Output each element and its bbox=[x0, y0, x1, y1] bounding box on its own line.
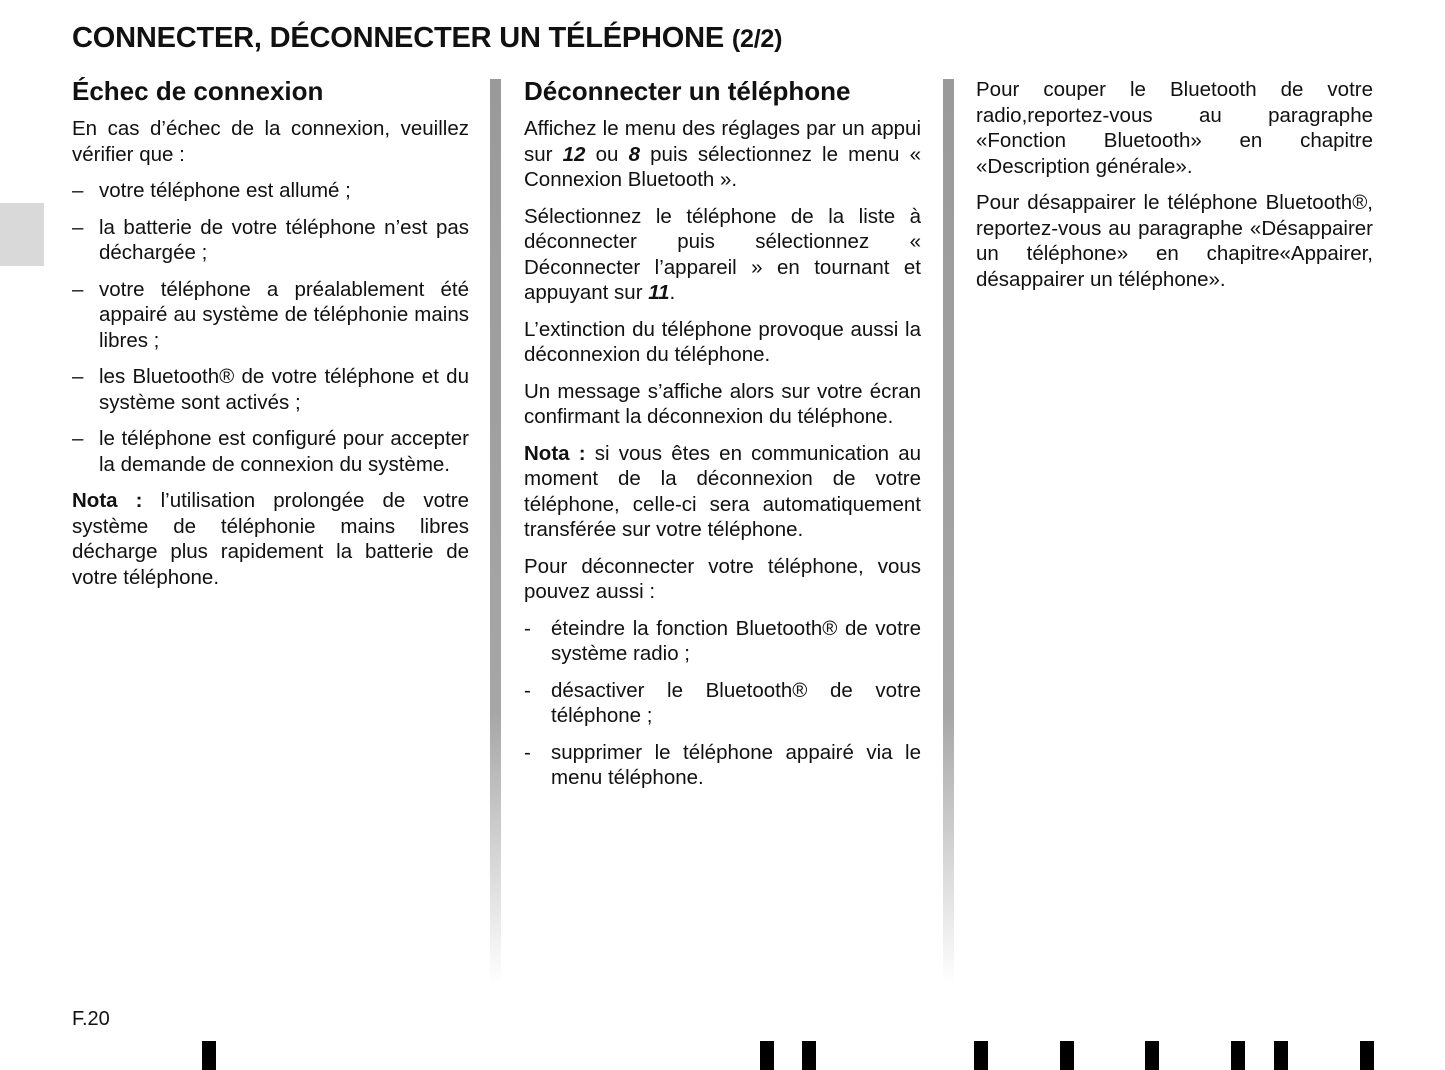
options-list bbox=[524, 616, 921, 791]
title-part-indicator: (2/2) bbox=[731, 25, 783, 53]
text-run: ou bbox=[585, 142, 629, 166]
list-item-text: supprimer le téléphone appairé via le menu téléphone. bbox=[551, 740, 921, 789]
list-item-text: le téléphone est configuré pour accepter la demande de connexion du système. bbox=[99, 427, 469, 476]
text-run: Sélectionnez le téléphone de la liste à déconnecter puis sélectionnez « Déconnecter l’appareil » en tournant et appuyant sur bbox=[524, 204, 921, 304]
crop-mark bbox=[802, 1041, 816, 1070]
paragraph-bluetooth-off: Pour couper le Bluetooth de votre radio,reportez-vous au paragraphe «Fonction Bluetooth» en chapitre «Description générale». bbox=[976, 78, 1373, 178]
crop-mark bbox=[1145, 1041, 1159, 1070]
check-list bbox=[72, 178, 469, 477]
paragraph-confirm-message: Un message s’affiche alors sur votre écran confirmant la déconnexion du téléphone. bbox=[524, 379, 921, 428]
list-item-text: désactiver le Bluetooth® de votre téléphone ; bbox=[551, 678, 921, 727]
dash-marker: – bbox=[72, 179, 84, 202]
list-item bbox=[72, 178, 469, 204]
crop-mark bbox=[1360, 1041, 1374, 1070]
paragraph-select-phone bbox=[524, 204, 921, 306]
list-item-text: votre téléphone est allumé ; bbox=[99, 179, 351, 202]
hyphen-marker: - bbox=[524, 678, 531, 702]
dash-marker: – bbox=[72, 215, 84, 239]
text-run: Affichez le menu des réglages par un appui sur bbox=[524, 117, 921, 166]
list-item-text: les Bluetooth® de votre téléphone et du système sont activés ; bbox=[99, 365, 469, 414]
list-item bbox=[524, 616, 921, 667]
crop-mark bbox=[202, 1041, 216, 1070]
page-title bbox=[72, 22, 782, 55]
list-item-text: éteindre la fonction Bluetooth® de votre système radio ; bbox=[551, 616, 921, 665]
crop-mark bbox=[760, 1041, 774, 1070]
title-text: CONNECTER, DÉCONNECTER UN TÉLÉPHONE bbox=[72, 22, 724, 54]
control-ref-8: 8 bbox=[628, 142, 640, 166]
crop-mark bbox=[1231, 1041, 1245, 1070]
paragraph-disconnect-options: Pour déconnecter votre téléphone, vous pouvez aussi : bbox=[524, 554, 921, 603]
dash-marker: – bbox=[72, 277, 84, 301]
hyphen-marker: - bbox=[524, 616, 531, 640]
list-item bbox=[72, 426, 469, 477]
hyphen-marker: - bbox=[524, 740, 531, 764]
list-item-text: la batterie de votre téléphone n’est pas déchargée ; bbox=[99, 215, 469, 264]
intro-paragraph: En cas d’échec de la connexion, veuillez vérifier que : bbox=[72, 117, 469, 166]
list-item bbox=[524, 678, 921, 729]
paragraph-phone-off: L’extinction du téléphone provoque aussi la déconnexion du téléphone. bbox=[524, 317, 921, 366]
list-item-text: votre téléphone a préalablement été appairé au système de téléphonie mains libres ; bbox=[99, 277, 469, 352]
column-references bbox=[976, 77, 1373, 303]
text-run: puis sélectionnez le menu « Connexion Bluetooth ». bbox=[524, 142, 921, 191]
nota-text: l’utilisation prolongée de votre système de téléphonie mains libres décharge plus rapidement la batterie de votre téléphone. bbox=[72, 489, 470, 589]
crop-mark bbox=[974, 1041, 988, 1070]
nota-label: Nota : bbox=[72, 489, 143, 512]
page-number: F.20 bbox=[72, 1008, 110, 1030]
list-item bbox=[524, 740, 921, 791]
column-divider bbox=[943, 79, 954, 984]
section-heading-disconnect-phone: Déconnecter un téléphone bbox=[524, 76, 851, 106]
text-run: . bbox=[669, 281, 676, 304]
nota-label: Nota : bbox=[524, 441, 586, 465]
list-item bbox=[72, 215, 469, 266]
control-ref-11: 11 bbox=[648, 281, 670, 304]
column-divider bbox=[490, 79, 501, 984]
paragraph-settings-menu bbox=[524, 116, 921, 193]
paragraph-unpair-phone: Pour désappairer le téléphone Bluetooth®, reportez-vous au paragraphe «Désappairer un téléphone» en chapitre«Appairer, désappairer un téléphone». bbox=[976, 191, 1373, 291]
crop-mark bbox=[1274, 1041, 1288, 1070]
dash-marker: – bbox=[72, 365, 84, 388]
list-item bbox=[72, 364, 469, 415]
column-disconnect-phone bbox=[524, 76, 921, 802]
nota-paragraph bbox=[524, 441, 921, 543]
nota-text: si vous êtes en communication au moment de la déconnexion de votre téléphone, celle-ci sera automatiquement transférée sur votre téléphone. bbox=[524, 441, 922, 541]
section-heading-connection-failure: Échec de connexion bbox=[72, 76, 324, 106]
chapter-tab-marker bbox=[0, 203, 44, 266]
control-ref-12: 12 bbox=[562, 142, 586, 166]
crop-mark bbox=[1060, 1041, 1074, 1070]
list-item bbox=[72, 277, 469, 354]
nota-paragraph bbox=[72, 488, 469, 590]
column-connection-failure bbox=[72, 76, 469, 601]
dash-marker: – bbox=[72, 427, 84, 450]
